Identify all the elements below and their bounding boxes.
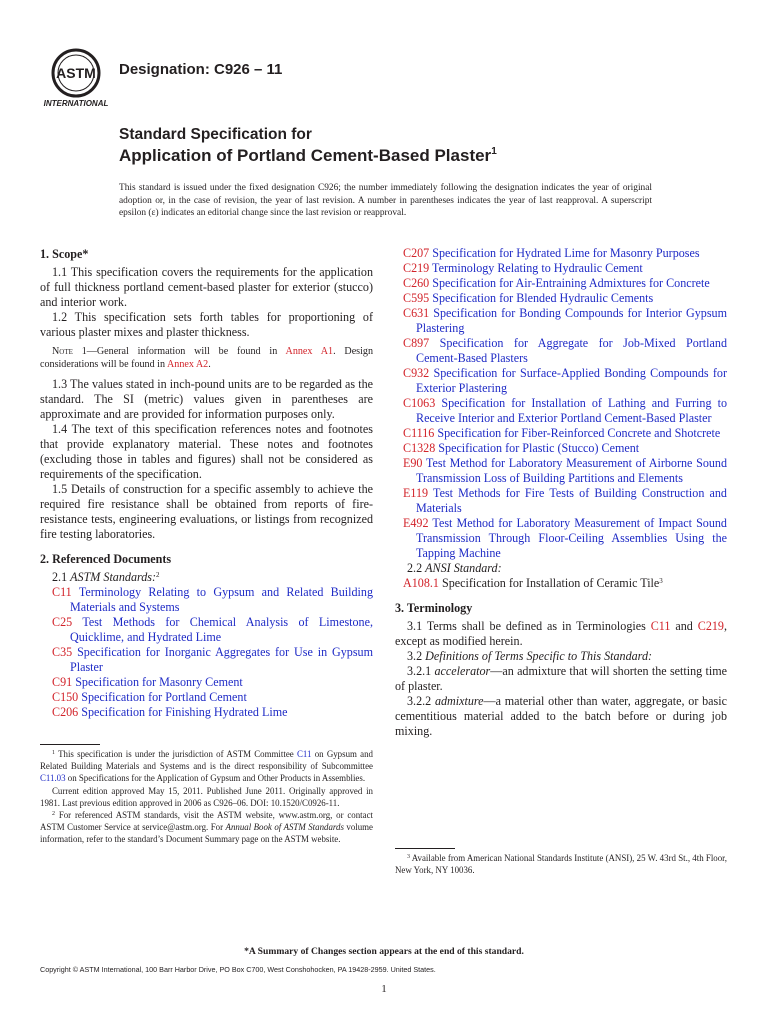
reference-item (395, 366, 727, 396)
reference-item (395, 261, 727, 276)
note-label: Note 1 (52, 346, 87, 357)
page-number: 1 (381, 983, 387, 995)
reference-title[interactable]: Test Methods for Chemical Analysis of Limestone, Quicklime, and Hydrated Lime (70, 615, 373, 644)
note-text-a: —General information will be found in (86, 346, 286, 357)
scope-1-2: 1.2 This specification sets forth tables for proportioning of various plaster mixes and plaster thickness. (40, 310, 373, 339)
reference-item (395, 516, 727, 561)
reference-title[interactable]: Test Methods for Fire Tests of Building Construction and Materials (416, 486, 727, 515)
reference-code[interactable]: C207 (403, 246, 430, 260)
scope-1-5: 1.5 Details of construction for a specific assembly to achieve the required fire resistance shall be obtained from reports of fire-resistance tests, engineering evaluations, or listings from recognized fire testing laboratories. (40, 482, 373, 541)
reference-item (395, 291, 727, 306)
reference-item (40, 615, 373, 645)
reference-title[interactable]: Test Method for Laboratory Measurement of Airborne Sound Transmission Loss of Building Partitions and Elements (416, 456, 728, 485)
reference-code[interactable]: E492 (403, 516, 429, 530)
reference-code[interactable]: C91 (52, 675, 73, 689)
subcommittee-c11-03-link[interactable]: C11.03 (40, 773, 66, 784)
page-title (119, 146, 497, 166)
reference-title[interactable]: Specification for Surface-Applied Bonding Compounds for Exterior Plastering (416, 366, 727, 395)
terminology-3-2-2 (395, 694, 727, 739)
scope-1-3: 1.3 The values stated in inch-pound units are to be regarded as the standard. The SI (metric) values given in parentheses are approximate and are provided for information purposes only. (40, 377, 373, 421)
reference-code[interactable]: C206 (52, 705, 79, 719)
reference-item (395, 396, 727, 426)
reference-item (40, 675, 373, 690)
reference-title[interactable]: Specification for Plastic (Stucco) Cement (438, 441, 640, 455)
ansi-fn-mark: 3 (659, 577, 663, 585)
note-text-b: . Design considerations will be found in (40, 346, 374, 370)
logo-subtext: INTERNATIONAL (43, 99, 109, 108)
reference-title[interactable]: Specification for Installation of Lathing and Furring to Receive Interior and Exterior Portland Cement-Based Plaster (416, 396, 727, 425)
reference-item (395, 486, 727, 516)
reference-title[interactable]: Specification for Portland Cement (81, 690, 247, 704)
reference-item (40, 585, 373, 615)
reference-code[interactable]: C1328 (403, 441, 436, 455)
ansi-reference (395, 576, 727, 591)
title-main-text: Application of Portland Cement-Based Plaster (119, 146, 492, 165)
left-column (40, 247, 373, 720)
logo-text: ASTM (56, 65, 96, 81)
reference-code[interactable]: C219 (403, 261, 430, 275)
fn1-mark: 1 (52, 750, 55, 756)
reference-item (395, 441, 727, 456)
reference-code[interactable]: C25 (52, 615, 73, 629)
fn1-b: on Gypsum and Related Building Materials and Systems and is the direct responsibility of Subcommittee (40, 749, 373, 772)
terminology-3-1 (395, 619, 727, 649)
scope-1-1: 1.1 This specification covers the requirements for the application of full thickness portland cement-based plaster for exterior (stucco) and interior work. (40, 265, 373, 309)
reference-item (40, 705, 373, 720)
astm-standards-label (40, 570, 373, 585)
reference-title[interactable]: Terminology Relating to Hydraulic Cement (432, 261, 643, 275)
fn1-c: on Specifications for the Application of Gypsum and Other Products in Assemblies. (65, 773, 366, 784)
reference-title[interactable]: Specification for Blended Hydraulic Cements (432, 291, 654, 305)
annex-a1-link[interactable]: Annex A1 (285, 346, 334, 357)
footnotes-left (40, 748, 373, 846)
reference-item (395, 246, 727, 261)
t31-and: and (670, 619, 698, 633)
t321-def: —an admixture that will shorten the setting time of plaster. (395, 664, 727, 693)
footnote-1 (40, 748, 373, 785)
ansi-label: ANSI Standard: (425, 561, 502, 575)
t31-b: , except as modified herein. (395, 619, 727, 648)
t322-term: admixture (434, 694, 484, 708)
designation: Designation: C926 – 11 (119, 61, 283, 78)
fn3-text: Available from American National Standards Institute (ANSI), 25 W. 43rd St., 4th Floor, New York, NY 10036. (395, 853, 727, 876)
reference-code[interactable]: C1063 (403, 396, 436, 410)
reference-item (40, 645, 373, 675)
reference-title[interactable]: Specification for Inorganic Aggregates for Use in Gypsum Plaster (70, 645, 373, 674)
reference-title[interactable]: Specification for Masonry Cement (75, 675, 243, 689)
t321-num: 3.2.1 (407, 664, 435, 678)
fn3-mark: 3 (407, 854, 410, 860)
summary-note: *A Summary of Changes section appears at the end of this standard. (244, 946, 524, 957)
t322-num: 3.2.2 (407, 694, 435, 708)
fn2-b: volume information, refer to the standard’s Document Summary page on the ASTM website. (40, 822, 373, 845)
c219-link[interactable]: C219 (697, 619, 724, 633)
reference-item (395, 336, 727, 366)
ansi-standard-label (395, 561, 727, 576)
astm-logo (42, 46, 110, 108)
t32-num: 3.2 (407, 649, 426, 663)
reference-title[interactable]: Terminology Relating to Gypsum and Related Building Materials and Systems (70, 585, 374, 614)
reference-item (395, 426, 727, 441)
reference-title[interactable]: Specification for Aggregate for Job-Mixed Portland Cement-Based Plasters (416, 336, 727, 365)
terminology-3-2 (395, 649, 727, 664)
fn2-mark: 2 (52, 811, 55, 818)
reference-title: Specification for Installation of Ceramic Tile (441, 576, 660, 590)
reference-title[interactable]: Specification for Hydrated Lime for Masonry Purposes (432, 246, 700, 260)
reference-title[interactable]: Specification for Finishing Hydrated Lime (81, 705, 288, 719)
scope-1-4: 1.4 The text of this specification references notes and footnotes that provide explanatory material. These notes and footnotes (excluding those in tables and figures) shall not be considered as requirements of the specification. (40, 422, 373, 481)
footnote-3 (395, 852, 727, 876)
title-pre: Standard Specification for (119, 126, 312, 143)
t322-def: —a material other than water, aggregate, or basic cementitious material added to the batch before or during job mixing. (395, 694, 727, 738)
astm-fn-mark: 2 (156, 571, 160, 579)
right-column (395, 246, 727, 739)
t321-term: accelerator (434, 664, 491, 678)
astm-reference-list-right (395, 246, 727, 561)
fn2-italic: Annual Book of ASTM Standards (225, 822, 344, 833)
reference-title[interactable]: Specification for Bonding Compounds for Interior Gypsum Plastering (416, 306, 727, 335)
terminology-3-2-1 (395, 664, 727, 694)
reference-code[interactable]: C631 (403, 306, 430, 320)
reference-code[interactable]: C260 (403, 276, 430, 290)
reference-code[interactable]: C1116 (403, 426, 435, 440)
reference-code[interactable]: C897 (403, 336, 430, 350)
footnote-divider-left (40, 744, 100, 745)
t32-label: Definitions of Terms Specific to This Standard: (425, 649, 653, 663)
reference-title[interactable]: Test Method for Laboratory Measurement of Impact Sound Transmission Through Floor-Ceiling Assemblies Using the Tapping Machine (416, 516, 727, 560)
reference-code[interactable]: C595 (403, 291, 430, 305)
reference-code[interactable]: C932 (403, 366, 430, 380)
reference-title[interactable]: Specification for Fiber-Reinforced Concrete and Shotcrete (437, 426, 721, 440)
astm-num: 2.1 (52, 570, 71, 584)
scope-heading: 1. Scope* (40, 247, 89, 261)
reference-item (395, 306, 727, 336)
reference-item (395, 276, 727, 291)
title-footnote-mark: 1 (491, 146, 497, 157)
footnotes-right (395, 852, 727, 876)
footnote-divider-right (395, 848, 455, 849)
fn1-a: This specification is under the jurisdiction of ASTM Committee (55, 749, 297, 759)
note-text-c: . (208, 359, 211, 370)
reference-code[interactable]: C35 (52, 645, 73, 659)
reference-code[interactable]: E119 (403, 486, 429, 500)
footnote-1-edition: Current edition approved May 15, 2011. Published June 2011. Originally approved in 1981. Last previous edition approved in 2006 as C926–06. DOI: 10.1520/C0926-11. (40, 785, 373, 808)
reference-item (395, 456, 727, 486)
t31-a: 3.1 Terms shall be defined as in Terminologies (407, 619, 651, 633)
astm-reference-list-left (40, 585, 373, 720)
terminology-heading: 3. Terminology (395, 601, 473, 615)
reference-title[interactable]: Specification for Air-Entraining Admixtures for Concrete (432, 276, 710, 290)
footnote-2 (40, 809, 373, 846)
note-1 (40, 345, 373, 371)
referenced-documents-heading: 2. Referenced Documents (40, 552, 172, 566)
committee-c11-link[interactable]: C11 (296, 749, 312, 759)
astm-label: ASTM Standards: (70, 570, 157, 584)
reference-code[interactable]: C150 (52, 690, 79, 704)
c11-link[interactable]: C11 (650, 619, 671, 633)
reference-item (40, 690, 373, 705)
intro-statement: This standard is issued under the fixed designation C926; the number immediately following the designation indicates the year of original adoption or, in the case of revision, the year of last revision. A number in parentheses indicates the year of last reapproval. A superscript epsilon (ε) indicates an editorial change since the last revision or reapproval. (119, 183, 652, 219)
ansi-num: 2.2 (407, 561, 426, 575)
fn2-a: For referenced ASTM standards, visit the ASTM website, www.astm.org, or contact ASTM Customer Service at service@astm.org. For (40, 810, 373, 833)
annex-a2-link[interactable]: Annex A2 (167, 359, 209, 370)
reference-code[interactable]: E90 (403, 456, 423, 470)
reference-code[interactable]: C11 (52, 585, 72, 599)
reference-code[interactable]: A108.1 (403, 576, 439, 590)
copyright: Copyright © ASTM International, 100 Barr Harbor Drive, PO Box C700, West Conshohocken, PA 19428-2959. United States. (40, 965, 436, 974)
